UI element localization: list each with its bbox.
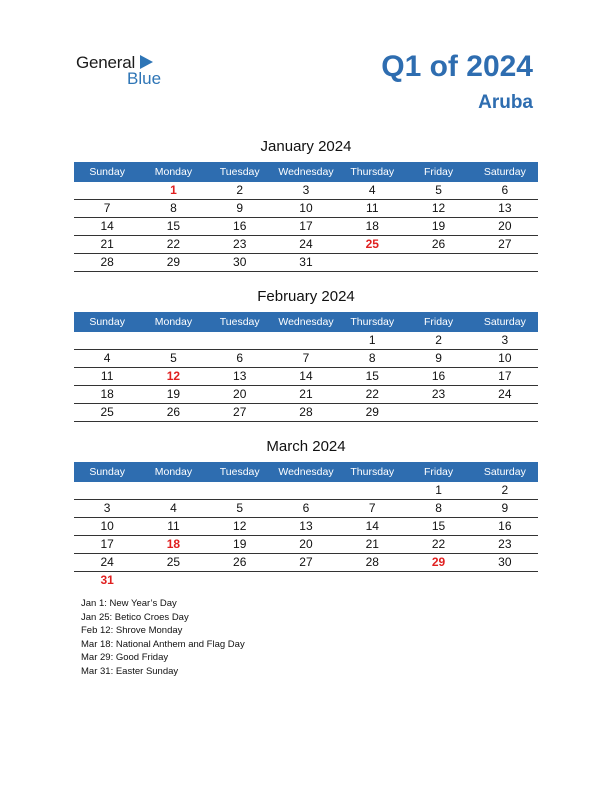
day-cell: 27 [233, 405, 247, 419]
week-row [74, 518, 538, 536]
day-cell: 29 [431, 555, 446, 569]
empty-cell [140, 572, 206, 589]
day-cell: 6 [501, 183, 509, 197]
day-cell: 11 [366, 201, 379, 215]
week-row [74, 500, 538, 518]
weekday-header [74, 312, 538, 332]
day-cell: 24 [498, 387, 512, 401]
weekday-header [74, 462, 538, 482]
day-cell: 26 [233, 555, 247, 569]
weekday-label: Monday [154, 166, 193, 178]
day-cell: 15 [431, 519, 446, 533]
day-cell: 4 [368, 183, 376, 197]
day-cell: 22 [431, 537, 446, 551]
day-cell: 30 [233, 255, 247, 269]
generalblue-logo [76, 53, 176, 87]
weekday-label: Friday [423, 316, 454, 328]
day-cell: 15 [365, 369, 379, 383]
day-cell: 19 [166, 387, 181, 401]
day-cell: 17 [498, 369, 512, 383]
day-cell: 13 [233, 369, 247, 383]
day-cell: 7 [302, 351, 310, 365]
day-cell: 21 [365, 537, 379, 551]
day-cell: 1 [435, 483, 442, 497]
day-cell: 5 [170, 351, 177, 365]
weekday-label: Tuesday [219, 466, 260, 478]
holiday-item: Feb 12: Shrove Monday [81, 625, 183, 636]
holiday-item: Jan 1: New Year’s Day [81, 598, 177, 609]
day-cell: 27 [299, 555, 313, 569]
day-cell: 28 [100, 255, 114, 269]
weekday-label: Thursday [350, 166, 395, 178]
page-title: Q1 of 2024 [381, 50, 533, 83]
calendar-february [74, 286, 538, 422]
weekday-label: Wednesday [278, 316, 334, 328]
month-title: February 2024 [257, 288, 355, 305]
day-cell: 5 [236, 501, 244, 515]
day-cell: 17 [299, 219, 313, 233]
day-cell: 16 [431, 369, 446, 383]
day-cell: 7 [368, 501, 376, 515]
day-cell: 12 [166, 369, 181, 383]
day-cell: 13 [498, 201, 512, 215]
week-row [74, 386, 538, 404]
holiday-item: Mar 29: Good Friday [81, 652, 169, 663]
day-cell: 31 [100, 573, 114, 587]
day-cell: 3 [302, 183, 310, 197]
day-cell: 22 [365, 387, 379, 401]
day-cell: 12 [233, 519, 247, 533]
holiday-list [81, 597, 245, 678]
day-cell: 9 [435, 351, 442, 365]
day-cell: 12 [431, 201, 446, 215]
day-cell: 6 [236, 351, 244, 365]
week-row [74, 254, 538, 272]
day-cell: 29 [365, 405, 379, 419]
weekday-label: Sunday [89, 466, 125, 478]
day-cell: 25 [365, 237, 379, 251]
day-cell: 3 [501, 333, 509, 347]
day-cell: 8 [170, 201, 177, 215]
weekday-label: Thursday [350, 316, 395, 328]
empty-cell [472, 404, 538, 421]
day-cell: 20 [498, 219, 512, 233]
day-cell: 15 [166, 219, 181, 233]
empty-cell [472, 254, 538, 271]
empty-cell [74, 482, 140, 499]
holiday-item: Mar 31: Easter Sunday [81, 665, 179, 677]
week-row [74, 332, 538, 350]
empty-cell [273, 482, 339, 499]
day-cell: 10 [498, 351, 512, 365]
day-cell: 9 [501, 501, 509, 515]
day-cell: 25 [100, 405, 114, 419]
weekday-label: Saturday [483, 466, 526, 478]
week-row [74, 554, 538, 572]
day-cell: 16 [498, 519, 512, 533]
day-cell: 26 [431, 237, 446, 251]
empty-cell [405, 404, 471, 421]
calendar-january [74, 136, 538, 272]
week-row [74, 200, 538, 218]
day-cell: 25 [166, 555, 181, 569]
day-cell: 2 [501, 483, 509, 497]
day-cell: 11 [100, 369, 114, 383]
day-cell: 18 [100, 387, 114, 401]
day-cell: 26 [166, 405, 181, 419]
weekday-header [74, 162, 538, 182]
week-row [74, 182, 538, 200]
holiday-item: Jan 25: Betico Croes Day [81, 611, 189, 623]
week-row [74, 404, 538, 422]
day-cell: 28 [365, 555, 379, 569]
holiday-item: Mar 18: National Anthem and Flag Day [81, 638, 245, 650]
empty-cell [339, 254, 405, 271]
day-cell: 4 [170, 501, 177, 515]
day-cell: 17 [100, 537, 114, 551]
logo-triangle-icon [140, 55, 153, 69]
day-cell: 13 [299, 519, 313, 533]
day-cell: 4 [103, 351, 111, 365]
day-cell: 23 [431, 387, 446, 401]
weekday-label: Friday [423, 466, 454, 478]
day-cell: 24 [299, 237, 313, 251]
empty-cell [140, 332, 206, 349]
day-cell: 18 [166, 537, 181, 551]
day-cell: 5 [435, 183, 442, 197]
empty-cell [140, 482, 206, 499]
day-cell: 14 [299, 369, 313, 383]
weekday-label: Sunday [89, 166, 125, 178]
empty-cell [207, 332, 273, 349]
month-title: January 2024 [260, 138, 352, 155]
day-cell: 19 [431, 219, 446, 233]
empty-cell [339, 572, 405, 589]
day-cell: 9 [236, 201, 244, 215]
day-cell: 14 [100, 219, 114, 233]
weekday-label: Monday [154, 316, 193, 328]
day-cell: 21 [299, 387, 313, 401]
logo-text-general: General [76, 53, 136, 72]
day-cell: 27 [498, 237, 512, 251]
day-cell: 10 [299, 201, 313, 215]
day-cell: 10 [100, 519, 114, 533]
week-row [74, 236, 538, 254]
day-cell: 19 [233, 537, 247, 551]
day-cell: 3 [103, 501, 111, 515]
weekday-label: Saturday [483, 166, 526, 178]
week-row [74, 368, 538, 386]
weekday-label: Tuesday [219, 316, 260, 328]
logo-text-blue: Blue [127, 69, 162, 88]
day-cell: 1 [368, 333, 376, 347]
week-row [74, 350, 538, 368]
day-cell: 8 [435, 501, 442, 515]
empty-cell [273, 332, 339, 349]
day-cell: 22 [166, 237, 181, 251]
empty-cell [207, 572, 273, 589]
day-cell: 2 [435, 333, 442, 347]
day-cell: 23 [233, 237, 247, 251]
week-row [74, 482, 538, 500]
empty-cell [74, 182, 140, 199]
weekday-label: Tuesday [219, 166, 260, 178]
day-cell: 14 [365, 519, 379, 533]
empty-cell [207, 482, 273, 499]
day-cell: 16 [233, 219, 247, 233]
empty-cell [405, 254, 471, 271]
day-cell: 24 [100, 555, 114, 569]
day-cell: 6 [302, 501, 310, 515]
day-cell: 1 [170, 183, 177, 197]
day-cell: 28 [299, 405, 313, 419]
day-cell: 31 [299, 255, 313, 269]
weekday-label: Friday [423, 166, 454, 178]
day-cell: 18 [365, 219, 379, 233]
day-cell: 20 [299, 537, 313, 551]
empty-cell [339, 482, 405, 499]
day-cell: 11 [167, 519, 180, 533]
day-cell: 8 [368, 351, 376, 365]
day-cell: 23 [498, 537, 512, 551]
weekday-label: Saturday [483, 316, 526, 328]
country-name: Aruba [478, 92, 533, 113]
empty-cell [472, 572, 538, 589]
weekday-label: Wednesday [278, 166, 334, 178]
day-cell: 21 [100, 237, 114, 251]
empty-cell [405, 572, 471, 589]
weekday-label: Wednesday [278, 466, 334, 478]
week-row [74, 536, 538, 554]
weekday-label: Thursday [350, 466, 395, 478]
day-cell: 2 [236, 183, 244, 197]
day-cell: 29 [166, 255, 181, 269]
week-row [74, 572, 538, 589]
weekday-label: Sunday [89, 316, 125, 328]
calendar-march [74, 436, 538, 589]
month-title: March 2024 [266, 438, 346, 455]
empty-cell [74, 332, 140, 349]
empty-cell [273, 572, 339, 589]
day-cell: 7 [103, 201, 111, 215]
day-cell: 20 [233, 387, 247, 401]
day-cell: 30 [498, 555, 512, 569]
weekday-label: Monday [154, 466, 193, 478]
week-row [74, 218, 538, 236]
